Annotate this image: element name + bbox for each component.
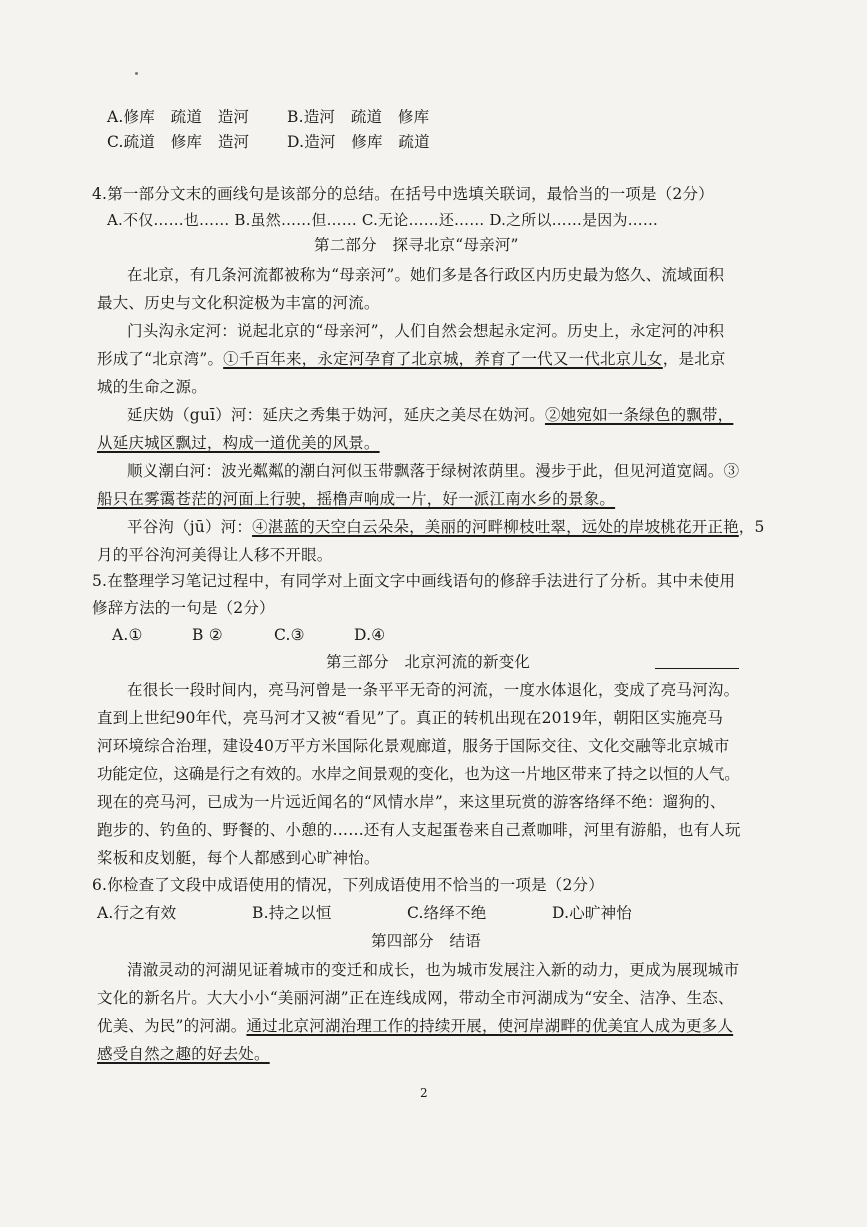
part4-line-3 (97, 1015, 733, 1037)
scan-speck (135, 72, 138, 75)
text-segment: 平谷泃（jū）河： (127, 518, 253, 536)
part2-paragraph-5-line-2: 月的平谷泃河美得让人移不开眼。 (97, 546, 333, 564)
q3-option-row-1 (107, 106, 429, 128)
part3-line-2: 直到上世纪90年代，亮马河才又被“看见”了。真正的转机出现在2019年，朝阳区实施亮马 (97, 709, 724, 727)
part2-paragraph-3-line-1 (127, 404, 733, 426)
q5-option-b: B ② (192, 626, 223, 644)
q3-option-c: C.疏道 修库 造河 (107, 133, 250, 151)
q5-option-d: D.④ (354, 626, 386, 644)
answer-blank-line (655, 668, 739, 669)
q3-option-b: B.造河 疏道 修库 (287, 108, 430, 126)
part3-line-4: 功能定位，这确是行之有效的。水岸之间景观的变化，也为这一片地区带来了持之以恒的人气。 (97, 765, 740, 783)
part2-paragraph-5-line-1 (127, 516, 765, 538)
text-segment: ，5 (738, 518, 765, 536)
part4-line-4 (97, 1043, 270, 1065)
part4-line-2: 文化的新名片。大大小小“美丽河湖”正在连线成网，带动全市河湖成为“安全、洁净、生态、 (97, 989, 734, 1007)
part2-paragraph-1-line-1: 在北京，有几条河流都被称为“母亲河”。她们多是各行政区内历史最为悠久、流域面积 (127, 266, 725, 284)
part4-title: 第四部分 结语 (371, 932, 481, 950)
underlined-sentence-1: ①千百年来，永定河孕育了北京城，养育了一代又一代北京儿女 (223, 350, 663, 368)
q6-option-b: B.持之以恒 (252, 904, 332, 922)
page-number: 2 (420, 1086, 428, 1100)
part3-line-3: 河环境综合治理，建设40万平方米国际化景观廊道，服务于国际交往、文化交融等北京城市 (97, 737, 730, 755)
part2-paragraph-2-line-1: 门头沟永定河：说起北京的“母亲河”，人们自然会想起永定河。历史上，永定河的冲积 (127, 322, 725, 340)
text-segment: 形成了“北京湾”。 (97, 350, 224, 368)
q3-option-d: D.造河 修库 疏道 (287, 133, 430, 151)
part2-paragraph-2-line-2 (97, 348, 726, 370)
q3-option-row-2 (107, 131, 430, 153)
q5-option-c: C.③ (274, 626, 305, 644)
underlined-sentence-2-start: ②她宛如一条绿色的飘带， (544, 406, 734, 424)
q3-option-a: A.修库 疏道 造河 (107, 108, 250, 126)
part2-paragraph-4-line-2 (97, 488, 615, 510)
part2-paragraph-3-line-2 (97, 432, 380, 454)
q5-options (112, 624, 385, 646)
part3-title: 第三部分 北京河流的新变化 (326, 653, 531, 671)
q6-stem: 6.你检查了文段中成语使用的情况，下列成语使用不恰当的一项是（2分） (92, 876, 604, 894)
q5-option-a: A.① (112, 626, 143, 644)
part3-line-6: 跑步的、钓鱼的、野餐的、小憩的……还有人支起蛋卷来自己煮咖啡，河里有游船，也有人玩 (97, 821, 741, 839)
q5-stem-line-2: 修辞方法的一句是（2分） (92, 599, 275, 617)
text-segment: 延庆妫（guī）河：延庆之秀集于妫河，延庆之美尽在妫河。 (127, 406, 545, 424)
underlined-sentence-2-end: 从延庆城区飘过，构成一道优美的风景。 (97, 434, 380, 452)
q4-options: A.不仅……也…… B.虽然……但…… C.无论……还…… D.之所以……是因为…… (107, 211, 659, 229)
q5-stem-line-1: 5.在整理学习笔记过程中，有同学对上面文字中画线语句的修辞手法进行了分析。其中未使用 (92, 572, 736, 590)
q6-option-d: D.心旷神怡 (552, 904, 633, 922)
part4-line-1: 清澈灵动的河湖见证着城市的变迁和成长，也为城市发展注入新的动力，更成为展现城市 (127, 961, 740, 979)
underlined-conclusion-start: 通过北京河湖治理工作的持续开展，使河岸湖畔的优美宜人成为更多人 (246, 1017, 734, 1035)
q6-options (97, 902, 632, 924)
underlined-conclusion-end: 感受自然之趣的好去处。 (97, 1045, 270, 1063)
part3-line-7: 桨板和皮划艇，每个人都感到心旷神怡。 (97, 849, 380, 867)
q6-option-a: A.行之有效 (97, 904, 177, 922)
text-segment: ，是北京 (662, 350, 726, 368)
q4-stem: 4.第一部分文末的画线句是该部分的总结。在括号中选填关联词，最恰当的一项是（2分） (92, 185, 714, 203)
part2-paragraph-1-line-2: 最大、历史与文化积淀极为丰富的河流。 (97, 294, 380, 312)
part2-paragraph-2-line-3: 城的生命之源。 (97, 378, 207, 396)
q6-option-c: C.络绎不绝 (407, 904, 487, 922)
part3-line-1: 在很长一段时间内，亮马河曾是一条平平无奇的河流，一度水体退化，变成了亮马河沟。 (127, 681, 740, 699)
part3-line-5: 现在的亮马河，已成为一片远近闻名的“风情水岸”，来这里玩赏的游客络绎不绝：遛狗的、 (97, 793, 726, 811)
underlined-sentence-3: 船只在雾霭苍茫的河面上行驶，摇橹声响成一片，好一派江南水乡的景象。 (97, 490, 616, 508)
part2-paragraph-4-line-1: 顺义潮白河：波光粼粼的潮白河似玉带飘落于绿树浓荫里。漫步于此，但见河道宽阔。③ (127, 462, 740, 480)
part2-title: 第二部分 探寻北京“母亲河” (314, 236, 519, 254)
text-segment: 优美、为民”的河湖。 (97, 1017, 247, 1035)
underlined-sentence-4: ④湛蓝的天空白云朵朵，美丽的河畔柳枝吐翠，远处的岸坡桃花开正艳 (252, 518, 739, 536)
